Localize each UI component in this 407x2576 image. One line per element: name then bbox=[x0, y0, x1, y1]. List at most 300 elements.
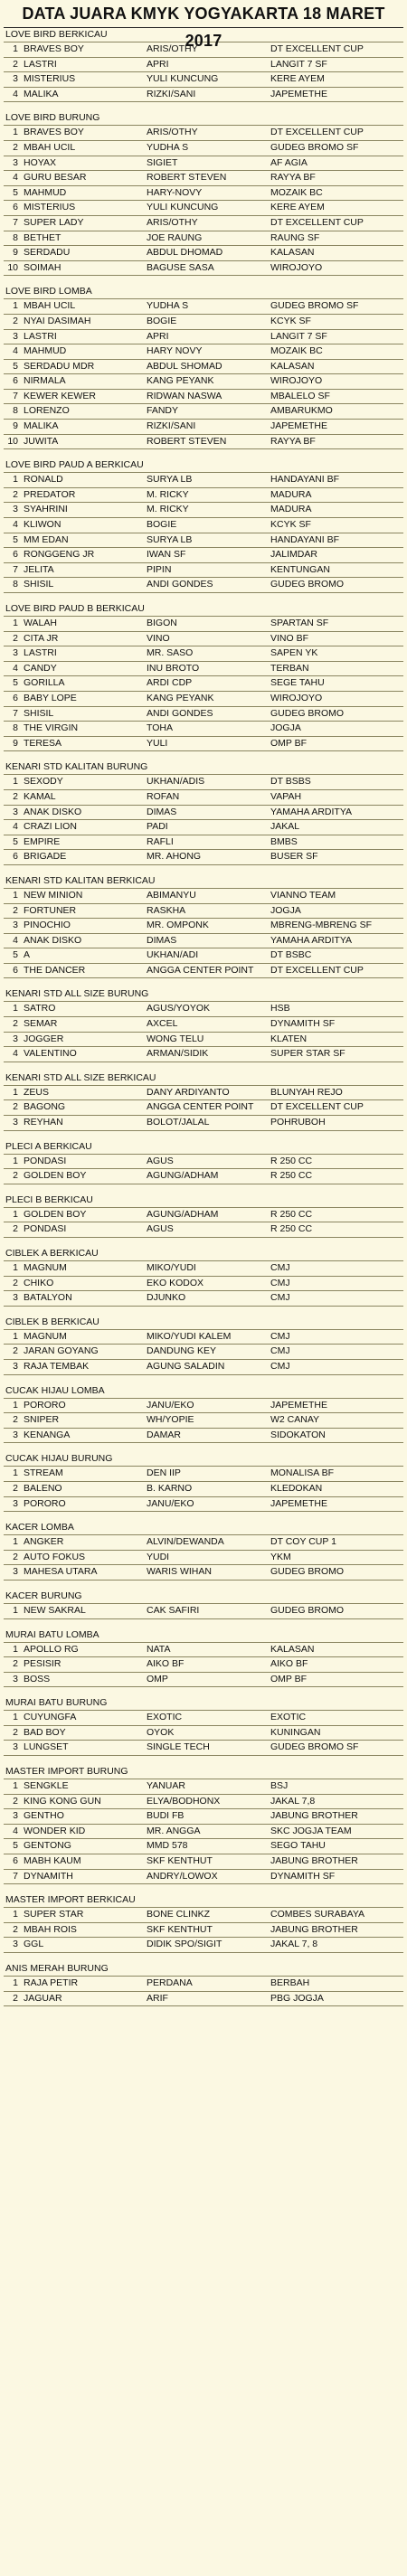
bird-name-cell: PESISIR bbox=[24, 1658, 62, 1670]
owner-cell: ALVIN/DEWANDA bbox=[147, 1536, 224, 1548]
bird-name-cell: JARAN GOYANG bbox=[24, 1345, 99, 1357]
team-cell: DT BSBC bbox=[270, 949, 312, 961]
rank-cell: 1 bbox=[13, 474, 18, 486]
result-row bbox=[4, 919, 403, 934]
team-cell: MOZAIK BC bbox=[270, 186, 323, 198]
category-section bbox=[4, 874, 403, 979]
owner-cell: EKO KODOX bbox=[147, 1277, 204, 1288]
bird-name-cell: SEMAR bbox=[24, 1018, 58, 1030]
rank-cell: 2 bbox=[13, 1170, 18, 1182]
rank-cell: 5 bbox=[13, 360, 18, 372]
rank-cell: 2 bbox=[13, 1101, 18, 1113]
result-row bbox=[4, 1854, 403, 1870]
bird-name-cell: LASTRI bbox=[24, 330, 57, 342]
result-row bbox=[4, 58, 403, 73]
rank-cell: 3 bbox=[13, 73, 18, 85]
bird-name-cell: ANAK DISKO bbox=[24, 806, 82, 817]
rank-cell: 6 bbox=[13, 202, 18, 213]
rank-cell: 2 bbox=[13, 1223, 18, 1235]
bird-name-cell: NEW MINION bbox=[24, 889, 83, 901]
team-cell: JAPEMETHE bbox=[270, 1497, 328, 1509]
result-row bbox=[4, 662, 403, 677]
owner-cell: KANG PEYANK bbox=[147, 692, 214, 703]
bird-name-cell: PORORO bbox=[24, 1497, 66, 1509]
result-row bbox=[4, 126, 403, 141]
bird-name-cell: MBAH UCIL bbox=[24, 300, 76, 312]
bird-name-cell: RAJA TEMBAK bbox=[24, 1360, 90, 1372]
team-cell: RAUNG SF bbox=[270, 231, 320, 243]
owner-cell: BOGIE bbox=[147, 519, 177, 531]
owner-cell: AGUS/YOYOK bbox=[147, 1003, 211, 1014]
owner-cell: SKF KENTHUT bbox=[147, 1855, 213, 1867]
owner-cell: APRI bbox=[147, 58, 169, 70]
rank-cell: 4 bbox=[13, 934, 18, 946]
bird-name-cell: PORORO bbox=[24, 1399, 66, 1411]
owner-cell: RIDWAN NASWA bbox=[147, 390, 222, 401]
bird-name-cell: WONDER KID bbox=[24, 1825, 86, 1836]
owner-cell: DANDUNG KEY bbox=[147, 1345, 217, 1357]
rank-cell: 4 bbox=[13, 88, 18, 99]
result-row bbox=[4, 1923, 403, 1939]
results-sections bbox=[4, 28, 403, 2006]
bird-name-cell: WALAH bbox=[24, 618, 57, 628]
bird-name-cell: STREAM bbox=[24, 1467, 63, 1479]
result-row bbox=[4, 1360, 403, 1375]
team-cell: CMJ bbox=[270, 1292, 290, 1304]
owner-cell: ANGGA CENTER POINT bbox=[147, 964, 254, 976]
team-cell: JABUNG BROTHER bbox=[270, 1855, 358, 1867]
owner-cell: KANG PEYANK bbox=[147, 375, 214, 387]
result-row bbox=[4, 1795, 403, 1810]
result-row bbox=[4, 964, 403, 979]
owner-cell: SURYA LB bbox=[147, 474, 193, 486]
result-row bbox=[4, 503, 403, 518]
bird-name-cell: SHISIL bbox=[24, 579, 54, 590]
team-cell: GUDEG BROMO bbox=[270, 707, 345, 719]
result-row bbox=[4, 904, 403, 920]
bird-name-cell: BOSS bbox=[24, 1673, 51, 1684]
owner-cell: JOE RAUNG bbox=[147, 231, 203, 243]
bird-name-cell: MALIKA bbox=[24, 420, 59, 432]
owner-cell: FANDY bbox=[147, 405, 179, 417]
result-row bbox=[4, 404, 403, 420]
result-row bbox=[4, 790, 403, 806]
result-row bbox=[4, 1100, 403, 1116]
bird-name-cell: RONGGENG JR bbox=[24, 549, 95, 561]
bird-name-cell: SEXODY bbox=[24, 776, 63, 788]
team-cell: DT EXCELLENT CUP bbox=[270, 1101, 364, 1113]
bird-name-cell: GGL bbox=[24, 1939, 44, 1950]
result-row bbox=[4, 1413, 403, 1429]
result-row bbox=[4, 1741, 403, 1756]
result-row bbox=[4, 42, 403, 58]
team-cell: GUDEG BROMO bbox=[270, 579, 345, 590]
result-row bbox=[4, 1277, 403, 1292]
rank-cell: 3 bbox=[13, 1497, 18, 1509]
bird-name-cell: SUPER LADY bbox=[24, 216, 84, 228]
team-cell: W2 CANAY bbox=[270, 1414, 320, 1426]
owner-cell: WARIS WIHAN bbox=[147, 1566, 212, 1578]
bird-name-cell: MISTERIUS bbox=[24, 202, 76, 213]
result-row bbox=[4, 1839, 403, 1854]
result-row bbox=[4, 1565, 403, 1581]
category-section bbox=[4, 1247, 403, 1307]
rank-cell: 1 bbox=[13, 1712, 18, 1723]
result-row bbox=[4, 1870, 403, 1885]
result-row bbox=[4, 835, 403, 851]
category-heading: LOVE BIRD BURUNG bbox=[4, 111, 403, 126]
rank-cell: 1 bbox=[13, 1604, 18, 1616]
rank-cell: 1 bbox=[13, 1208, 18, 1220]
bird-name-cell: MAGNUM bbox=[24, 1262, 67, 1273]
owner-cell: SINGLE TECH bbox=[147, 1741, 210, 1753]
owner-cell: DANY ARDIYANTO bbox=[147, 1086, 230, 1098]
category-heading: KENARI STD ALL SIZE BURUNG bbox=[4, 987, 403, 1002]
owner-cell: WH/YOPIE bbox=[147, 1414, 194, 1426]
team-cell: POHRUBOH bbox=[270, 1117, 326, 1128]
team-cell: R 250 CC bbox=[270, 1223, 313, 1235]
team-cell: RAYYA BF bbox=[270, 172, 316, 184]
rank-cell: 3 bbox=[13, 920, 18, 931]
rank-cell: 2 bbox=[13, 141, 18, 153]
category-heading: PLECI B BERKICAU bbox=[4, 1194, 403, 1208]
result-row bbox=[4, 1467, 403, 1482]
bird-name-cell: MAHESA UTARA bbox=[24, 1566, 98, 1578]
rank-cell: 2 bbox=[13, 1795, 18, 1807]
team-cell: PBG JOGJA bbox=[270, 1992, 324, 2004]
category-heading: KACER LOMBA bbox=[4, 1521, 403, 1535]
team-cell: WIROJOYO bbox=[270, 261, 323, 273]
owner-cell: UKHAN/ADI bbox=[147, 949, 199, 961]
rank-cell: 6 bbox=[13, 964, 18, 976]
owner-cell: ROBERT STEVEN bbox=[147, 172, 227, 184]
team-cell: KENTUNGAN bbox=[270, 563, 330, 575]
rank-cell: 2 bbox=[13, 1482, 18, 1494]
bird-name-cell: GOLDEN BOY bbox=[24, 1208, 87, 1220]
rank-cell: 2 bbox=[13, 1018, 18, 1030]
owner-cell: DJUNKO bbox=[147, 1292, 186, 1304]
bird-name-cell: HOYAX bbox=[24, 156, 56, 168]
bird-name-cell: DYNAMITH bbox=[24, 1870, 73, 1882]
bird-name-cell: RAJA PETIR bbox=[24, 1977, 79, 1988]
team-cell: KCYK SF bbox=[270, 315, 311, 326]
rank-cell: 9 bbox=[13, 737, 18, 749]
rank-cell: 2 bbox=[13, 1923, 18, 1935]
team-cell: KCYK SF bbox=[270, 519, 311, 531]
rank-cell: 4 bbox=[13, 1048, 18, 1060]
owner-cell: ROBERT STEVEN bbox=[147, 435, 227, 447]
category-section bbox=[4, 111, 403, 276]
rank-cell: 3 bbox=[13, 1939, 18, 1950]
bird-name-cell: BALENO bbox=[24, 1482, 62, 1494]
bird-name-cell: A bbox=[24, 949, 31, 961]
team-cell: GUDEG BROMO SF bbox=[270, 141, 359, 153]
team-cell: RAYYA BF bbox=[270, 435, 316, 447]
category-section bbox=[4, 285, 403, 449]
bird-name-cell: NYAI DASIMAH bbox=[24, 315, 91, 326]
owner-cell: AGUS bbox=[147, 1223, 174, 1235]
result-row bbox=[4, 1551, 403, 1566]
bird-name-cell: JELITA bbox=[24, 563, 54, 575]
rank-cell: 8 bbox=[13, 579, 18, 590]
team-cell: JOGJA bbox=[270, 904, 301, 916]
category-heading: MASTER IMPORT BERKICAU bbox=[4, 1893, 403, 1908]
owner-cell: ARIF bbox=[147, 1992, 168, 2004]
bird-name-cell: APOLLO RG bbox=[24, 1643, 79, 1655]
rank-cell: 1 bbox=[13, 1330, 18, 1342]
owner-cell: HARY NOVY bbox=[147, 345, 203, 357]
rank-cell: 5 bbox=[13, 1840, 18, 1852]
team-cell: OMP BF bbox=[270, 737, 308, 749]
rank-cell: 2 bbox=[13, 1414, 18, 1426]
result-row bbox=[4, 1657, 403, 1673]
owner-cell: VINO bbox=[147, 632, 170, 644]
owner-cell: JANU/EKO bbox=[147, 1497, 194, 1509]
owner-cell: INU BROTO bbox=[147, 662, 200, 674]
owner-cell: BUDI FB bbox=[147, 1810, 185, 1822]
result-row bbox=[4, 948, 403, 964]
owner-cell: TOHA bbox=[147, 722, 173, 734]
rank-cell: 6 bbox=[13, 851, 18, 863]
team-cell: GUDEG BROMO SF bbox=[270, 1741, 359, 1753]
category-section bbox=[4, 1316, 403, 1375]
result-row bbox=[4, 231, 403, 247]
category-heading: KENARI STD KALITAN BURUNG bbox=[4, 760, 403, 775]
team-cell: MBRENG-MBRENG SF bbox=[270, 920, 373, 931]
owner-cell: BOGIE bbox=[147, 315, 177, 326]
bird-name-cell: KAMAL bbox=[24, 790, 56, 802]
result-row bbox=[4, 1345, 403, 1360]
rank-cell: 9 bbox=[13, 247, 18, 259]
team-cell: KALASAN bbox=[270, 247, 315, 259]
result-row bbox=[4, 1047, 403, 1062]
result-row bbox=[4, 1261, 403, 1277]
bird-name-cell: SERDADU MDR bbox=[24, 360, 95, 372]
team-cell: SEGE TAHU bbox=[270, 677, 325, 689]
rank-cell: 10 bbox=[7, 261, 18, 273]
team-cell: BLUNYAH REJO bbox=[270, 1086, 343, 1098]
bird-name-cell: JAGUAR bbox=[24, 1992, 62, 2004]
result-row bbox=[4, 1002, 403, 1017]
owner-cell: ANGGA CENTER POINT bbox=[147, 1101, 254, 1113]
owner-cell: ELYA/BODHONX bbox=[147, 1795, 221, 1807]
category-heading: LOVE BIRD PAUD B BERKICAU bbox=[4, 602, 403, 617]
result-row bbox=[4, 261, 403, 277]
result-row bbox=[4, 1208, 403, 1223]
bird-name-cell: VALENTINO bbox=[24, 1048, 77, 1060]
team-cell: JABUNG BROTHER bbox=[270, 1810, 358, 1822]
result-row bbox=[4, 692, 403, 707]
owner-cell: ANDI GONDES bbox=[147, 579, 213, 590]
owner-cell: ARIS/OTHY bbox=[147, 127, 198, 138]
team-cell: JOGJA bbox=[270, 722, 301, 734]
owner-cell: OMP bbox=[147, 1673, 168, 1684]
bird-name-cell: BAGONG bbox=[24, 1101, 66, 1113]
rank-cell: 1 bbox=[13, 127, 18, 138]
owner-cell: YANUAR bbox=[147, 1780, 185, 1792]
owner-cell: AIKO BF bbox=[147, 1658, 185, 1670]
rank-cell: 2 bbox=[13, 1726, 18, 1738]
team-cell: SPARTAN SF bbox=[270, 618, 329, 628]
rank-cell: 2 bbox=[13, 315, 18, 326]
category-section bbox=[4, 987, 403, 1062]
rank-cell: 3 bbox=[13, 1741, 18, 1753]
bird-name-cell: SNIPER bbox=[24, 1414, 60, 1426]
result-row bbox=[4, 722, 403, 737]
result-row bbox=[4, 390, 403, 405]
owner-cell: ARIS/OTHY bbox=[147, 216, 198, 228]
bird-name-cell: LORENZO bbox=[24, 405, 70, 417]
category-section bbox=[4, 1521, 403, 1581]
rank-cell: 2 bbox=[13, 1345, 18, 1357]
rank-cell: 4 bbox=[13, 519, 18, 531]
rank-cell: 2 bbox=[13, 790, 18, 802]
owner-cell: DAMAR bbox=[147, 1429, 181, 1440]
team-cell: MOZAIK BC bbox=[270, 345, 323, 357]
result-row bbox=[4, 344, 403, 360]
owner-cell: DIMAS bbox=[147, 806, 177, 817]
bird-name-cell: THE DANCER bbox=[24, 964, 86, 976]
rank-cell: 1 bbox=[13, 1399, 18, 1411]
result-row bbox=[4, 1033, 403, 1048]
owner-cell: MMD 578 bbox=[147, 1840, 188, 1852]
category-heading: LOVE BIRD PAUD A BERKICAU bbox=[4, 458, 403, 473]
bird-name-cell: AUTO FOKUS bbox=[24, 1551, 86, 1562]
category-heading: LOVE BIRD LOMBA bbox=[4, 285, 403, 299]
category-section bbox=[4, 602, 403, 751]
category-section bbox=[4, 458, 403, 593]
result-row bbox=[4, 1399, 403, 1414]
team-cell: CMJ bbox=[270, 1330, 290, 1342]
rank-cell: 3 bbox=[13, 1810, 18, 1822]
bird-name-cell: MBAH UCIL bbox=[24, 141, 76, 153]
rank-cell: 3 bbox=[13, 1566, 18, 1578]
result-row bbox=[4, 1908, 403, 1923]
rank-cell: 4 bbox=[13, 662, 18, 674]
owner-cell: MR. OMPONK bbox=[147, 920, 209, 931]
page-title: DATA JUARA KMYK YOGYAKARTA 18 MARET 2017 bbox=[4, 0, 403, 28]
rank-cell: 2 bbox=[13, 1551, 18, 1562]
team-cell: HANDAYANI BF bbox=[270, 474, 340, 486]
result-row bbox=[4, 171, 403, 186]
owner-cell: CAK SAFIRI bbox=[147, 1604, 200, 1616]
result-row bbox=[4, 1938, 403, 1953]
team-cell: BSJ bbox=[270, 1780, 289, 1792]
result-row bbox=[4, 488, 403, 504]
team-cell: VAPAH bbox=[270, 790, 302, 802]
result-row bbox=[4, 646, 403, 662]
team-cell: GUDEG BROMO bbox=[270, 1566, 345, 1578]
team-cell: SAPEN YK bbox=[270, 647, 318, 659]
owner-cell: SURYA LB bbox=[147, 533, 193, 545]
rank-cell: 1 bbox=[13, 889, 18, 901]
category-section bbox=[4, 1628, 403, 1688]
result-row bbox=[4, 1604, 403, 1619]
category-heading: MURAI BATU LOMBA bbox=[4, 1628, 403, 1643]
bird-name-cell: PREDATOR bbox=[24, 488, 76, 500]
team-cell: BUSER SF bbox=[270, 851, 318, 863]
owner-cell: OYOK bbox=[147, 1726, 175, 1738]
result-row bbox=[4, 1169, 403, 1184]
rank-cell: 2 bbox=[13, 904, 18, 916]
team-cell: KLEDOKAN bbox=[270, 1482, 323, 1494]
result-row bbox=[4, 1779, 403, 1795]
bird-name-cell: GENTHO bbox=[24, 1810, 64, 1822]
team-cell: SIDOKATON bbox=[270, 1429, 326, 1440]
team-cell: VINO BF bbox=[270, 632, 309, 644]
owner-cell: NATA bbox=[147, 1643, 171, 1655]
rank-cell: 3 bbox=[13, 1429, 18, 1440]
team-cell: DT EXCELLENT CUP bbox=[270, 964, 364, 976]
rank-cell: 3 bbox=[13, 1360, 18, 1372]
rank-cell: 3 bbox=[13, 1673, 18, 1684]
owner-cell: YULI bbox=[147, 737, 168, 749]
bird-name-cell: SUPER STAR bbox=[24, 1909, 84, 1920]
team-cell: YKM bbox=[270, 1551, 291, 1562]
category-section bbox=[4, 1071, 403, 1131]
bird-name-cell: BRAVES BOY bbox=[24, 127, 84, 138]
team-cell: HSB bbox=[270, 1003, 290, 1014]
owner-cell: AXCEL bbox=[147, 1018, 178, 1030]
result-row bbox=[4, 72, 403, 88]
team-cell: VIANNO TEAM bbox=[270, 889, 336, 901]
owner-cell: MR. ANGGA bbox=[147, 1825, 201, 1836]
team-cell: JAKAL 7, 8 bbox=[270, 1939, 318, 1950]
bird-name-cell: MAGNUM bbox=[24, 1330, 67, 1342]
bird-name-cell: ANAK DISKO bbox=[24, 934, 82, 946]
owner-cell: RIZKI/SANI bbox=[147, 88, 196, 99]
rank-cell: 3 bbox=[13, 806, 18, 817]
owner-cell: HARY-NOVY bbox=[147, 186, 203, 198]
result-row bbox=[4, 420, 403, 435]
result-row bbox=[4, 850, 403, 865]
result-row bbox=[4, 1673, 403, 1688]
team-cell: DYNAMITH SF bbox=[270, 1870, 336, 1882]
bird-name-cell: SERDADU bbox=[24, 247, 71, 259]
bird-name-cell: MBAH ROIS bbox=[24, 1923, 77, 1935]
bird-name-cell: KEWER KEWER bbox=[24, 390, 96, 401]
category-section bbox=[4, 1452, 403, 1512]
category-section bbox=[4, 760, 403, 865]
bird-name-cell: JOGGER bbox=[24, 1033, 64, 1044]
rank-cell: 7 bbox=[13, 563, 18, 575]
owner-cell: MR. SASO bbox=[147, 647, 194, 659]
category-heading: KACER BURUNG bbox=[4, 1590, 403, 1604]
rank-cell: 7 bbox=[13, 1870, 18, 1882]
team-cell: KUNINGAN bbox=[270, 1726, 321, 1738]
rank-cell: 3 bbox=[13, 1292, 18, 1304]
team-cell: SEGO TAHU bbox=[270, 1840, 326, 1852]
result-row bbox=[4, 186, 403, 202]
rank-cell: 8 bbox=[13, 231, 18, 243]
bird-name-cell: REYHAN bbox=[24, 1117, 63, 1128]
bird-name-cell: RONALD bbox=[24, 474, 63, 486]
bird-name-cell: MISTERIUS bbox=[24, 73, 76, 85]
bird-name-cell: PINOCHIO bbox=[24, 920, 71, 931]
rank-cell: 8 bbox=[13, 405, 18, 417]
owner-cell: DIMAS bbox=[147, 934, 177, 946]
bird-name-cell: KING KONG GUN bbox=[24, 1795, 101, 1807]
owner-cell: AGUNG/ADHAM bbox=[147, 1208, 219, 1220]
team-cell: KALASAN bbox=[270, 1643, 315, 1655]
team-cell: LANGIT 7 SF bbox=[270, 330, 327, 342]
owner-cell: BIGON bbox=[147, 618, 177, 628]
category-section bbox=[4, 1765, 403, 1884]
bird-name-cell: BATALYON bbox=[24, 1292, 72, 1304]
bird-name-cell: SATRO bbox=[24, 1003, 56, 1014]
bird-name-cell: MM EDAN bbox=[24, 533, 69, 545]
team-cell: CMJ bbox=[270, 1360, 290, 1372]
